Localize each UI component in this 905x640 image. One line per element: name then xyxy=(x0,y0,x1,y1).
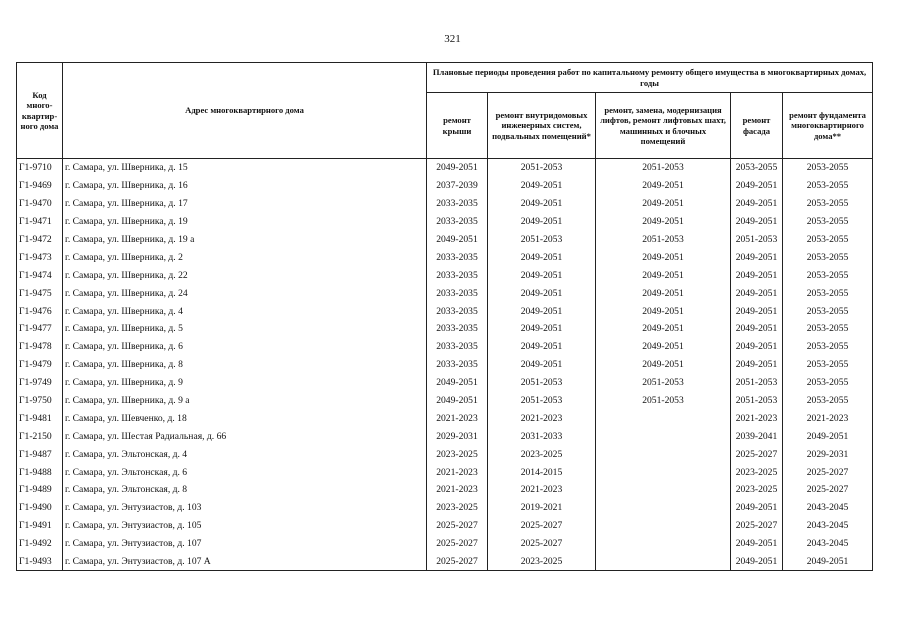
cell-roof: 2033-2035 xyxy=(427,266,488,284)
cell-roof: 2033-2035 xyxy=(427,248,488,266)
cell-foundation: 2043-2045 xyxy=(783,535,873,553)
cell-roof: 2025-2027 xyxy=(427,535,488,553)
cell-facade: 2049-2051 xyxy=(731,248,783,266)
cell-roof: 2021-2023 xyxy=(427,409,488,427)
cell-engineering: 2023-2025 xyxy=(488,445,596,463)
cell-code: Г1-9492 xyxy=(17,535,63,553)
cell-engineering: 2049-2051 xyxy=(488,213,596,231)
cell-facade: 2025-2027 xyxy=(731,517,783,535)
cell-address: г. Самара, ул. Шверника, д. 24 xyxy=(63,284,427,302)
table-row xyxy=(17,463,873,481)
table-row xyxy=(17,535,873,553)
cell-foundation: 2021-2023 xyxy=(783,409,873,427)
cell-roof: 2029-2031 xyxy=(427,427,488,445)
cell-facade: 2049-2051 xyxy=(731,553,783,571)
cell-roof: 2049-2051 xyxy=(427,392,488,410)
cell-foundation: 2053-2055 xyxy=(783,284,873,302)
header-facade: ремонт фасада xyxy=(731,93,783,159)
cell-roof: 2023-2025 xyxy=(427,499,488,517)
table-row xyxy=(17,266,873,284)
cell-elevators: 2049-2051 xyxy=(596,248,731,266)
cell-code: Г1-9475 xyxy=(17,284,63,302)
cell-address: г. Самара, ул. Шверника, д. 16 xyxy=(63,177,427,195)
cell-roof: 2025-2027 xyxy=(427,553,488,571)
cell-facade: 2051-2053 xyxy=(731,374,783,392)
cell-address: г. Самара, ул. Энтузиастов, д. 105 xyxy=(63,517,427,535)
cell-foundation: 2025-2027 xyxy=(783,481,873,499)
cell-elevators: 2049-2051 xyxy=(596,195,731,213)
cell-facade: 2049-2051 xyxy=(731,356,783,374)
cell-engineering: 2049-2051 xyxy=(488,248,596,266)
cell-elevators xyxy=(596,409,731,427)
cell-roof: 2033-2035 xyxy=(427,284,488,302)
cell-roof: 2033-2035 xyxy=(427,320,488,338)
cell-code: Г1-9479 xyxy=(17,356,63,374)
cell-address: г. Самара, ул. Эльтонская, д. 8 xyxy=(63,481,427,499)
header-elevators: ремонт, замена, модернизация лифтов, ремонт лифтовых шахт, машинных и блочных помещений xyxy=(596,93,731,159)
cell-elevators: 2049-2051 xyxy=(596,302,731,320)
header-periods-group: Плановые периоды проведения работ по капитальному ремонту общего имущества в многоквартирных домах, годы xyxy=(427,63,873,93)
cell-roof: 2037-2039 xyxy=(427,177,488,195)
cell-elevators: 2049-2051 xyxy=(596,320,731,338)
cell-foundation: 2043-2045 xyxy=(783,517,873,535)
cell-facade: 2049-2051 xyxy=(731,338,783,356)
cell-elevators: 2051-2053 xyxy=(596,231,731,249)
cell-engineering: 2031-2033 xyxy=(488,427,596,445)
cell-elevators: 2049-2051 xyxy=(596,284,731,302)
cell-code: Г1-2150 xyxy=(17,427,63,445)
cell-address: г. Самара, ул. Шверника, д. 22 xyxy=(63,266,427,284)
cell-foundation: 2053-2055 xyxy=(783,248,873,266)
cell-elevators: 2051-2053 xyxy=(596,392,731,410)
cell-roof: 2023-2025 xyxy=(427,445,488,463)
cell-foundation: 2029-2031 xyxy=(783,445,873,463)
cell-foundation: 2053-2055 xyxy=(783,231,873,249)
cell-code: Г1-9491 xyxy=(17,517,63,535)
cell-roof: 2033-2035 xyxy=(427,213,488,231)
cell-foundation: 2053-2055 xyxy=(783,266,873,284)
cell-engineering: 2049-2051 xyxy=(488,266,596,284)
cell-foundation: 2053-2055 xyxy=(783,302,873,320)
cell-roof: 2033-2035 xyxy=(427,356,488,374)
cell-foundation: 2053-2055 xyxy=(783,195,873,213)
table-row xyxy=(17,409,873,427)
cell-address: г. Самара, ул. Шверника, д. 19 xyxy=(63,213,427,231)
cell-address: г. Самара, ул. Шверника, д. 6 xyxy=(63,338,427,356)
cell-elevators: 2049-2051 xyxy=(596,338,731,356)
header-code: Код много-квартир-ного дома xyxy=(17,63,63,159)
cell-elevators xyxy=(596,481,731,499)
cell-engineering: 2021-2023 xyxy=(488,409,596,427)
cell-address: г. Самара, ул. Шверника, д. 19 а xyxy=(63,231,427,249)
cell-address: г. Самара, ул. Энтузиастов, д. 107 xyxy=(63,535,427,553)
header-foundation: ремонт фундамента многоквартирного дома** xyxy=(783,93,873,159)
cell-engineering: 2049-2051 xyxy=(488,195,596,213)
table-row xyxy=(17,427,873,445)
cell-code: Г1-9490 xyxy=(17,499,63,517)
table-row xyxy=(17,374,873,392)
cell-foundation: 2053-2055 xyxy=(783,356,873,374)
table-row xyxy=(17,195,873,213)
cell-facade: 2039-2041 xyxy=(731,427,783,445)
cell-facade: 2049-2051 xyxy=(731,535,783,553)
header-roof: ремонт крыши xyxy=(427,93,488,159)
cell-facade: 2051-2053 xyxy=(731,392,783,410)
cell-elevators xyxy=(596,553,731,571)
cell-engineering: 2049-2051 xyxy=(488,302,596,320)
table-row xyxy=(17,177,873,195)
cell-engineering: 2014-2015 xyxy=(488,463,596,481)
cell-roof: 2021-2023 xyxy=(427,463,488,481)
cell-code: Г1-9476 xyxy=(17,302,63,320)
cell-facade: 2023-2025 xyxy=(731,481,783,499)
cell-engineering: 2049-2051 xyxy=(488,177,596,195)
cell-code: Г1-9470 xyxy=(17,195,63,213)
cell-elevators: 2051-2053 xyxy=(596,159,731,177)
cell-engineering: 2049-2051 xyxy=(488,338,596,356)
cell-code: Г1-9477 xyxy=(17,320,63,338)
cell-foundation: 2025-2027 xyxy=(783,463,873,481)
cell-facade: 2049-2051 xyxy=(731,284,783,302)
cell-foundation: 2049-2051 xyxy=(783,553,873,571)
cell-address: г. Самара, ул. Энтузиастов, д. 107 А xyxy=(63,553,427,571)
cell-code: Г1-9487 xyxy=(17,445,63,463)
cell-code: Г1-9471 xyxy=(17,213,63,231)
table-row xyxy=(17,302,873,320)
cell-engineering: 2051-2053 xyxy=(488,374,596,392)
cell-facade: 2023-2025 xyxy=(731,463,783,481)
table-row xyxy=(17,248,873,266)
cell-code: Г1-9481 xyxy=(17,409,63,427)
cell-facade: 2049-2051 xyxy=(731,177,783,195)
cell-address: г. Самара, ул. Эльтонская, д. 6 xyxy=(63,463,427,481)
cell-roof: 2033-2035 xyxy=(427,338,488,356)
cell-code: Г1-9469 xyxy=(17,177,63,195)
cell-engineering: 2049-2051 xyxy=(488,284,596,302)
cell-engineering: 2025-2027 xyxy=(488,517,596,535)
cell-code: Г1-9473 xyxy=(17,248,63,266)
cell-engineering: 2049-2051 xyxy=(488,356,596,374)
cell-address: г. Самара, ул. Шверника, д. 5 xyxy=(63,320,427,338)
cell-roof: 2049-2051 xyxy=(427,159,488,177)
cell-elevators: 2049-2051 xyxy=(596,177,731,195)
cell-elevators: 2049-2051 xyxy=(596,213,731,231)
cell-elevators xyxy=(596,499,731,517)
table-row xyxy=(17,159,873,177)
cell-facade: 2049-2051 xyxy=(731,320,783,338)
cell-facade: 2049-2051 xyxy=(731,266,783,284)
header-address: Адрес многоквартирного дома xyxy=(63,63,427,159)
cell-roof: 2033-2035 xyxy=(427,302,488,320)
cell-facade: 2025-2027 xyxy=(731,445,783,463)
cell-code: Г1-9749 xyxy=(17,374,63,392)
cell-code: Г1-9493 xyxy=(17,553,63,571)
cell-engineering: 2049-2051 xyxy=(488,320,596,338)
cell-engineering: 2051-2053 xyxy=(488,159,596,177)
cell-address: г. Самара, ул. Шестая Радиальная, д. 66 xyxy=(63,427,427,445)
cell-address: г. Самара, ул. Шверника, д. 2 xyxy=(63,248,427,266)
cell-code: Г1-9488 xyxy=(17,463,63,481)
table-row xyxy=(17,231,873,249)
cell-foundation: 2043-2045 xyxy=(783,499,873,517)
table-row xyxy=(17,481,873,499)
cell-facade: 2049-2051 xyxy=(731,499,783,517)
cell-address: г. Самара, ул. Шверника, д. 9 xyxy=(63,374,427,392)
cell-elevators xyxy=(596,427,731,445)
header-engineering: ремонт внутридомовых инженерных систем, подвальных помещений* xyxy=(488,93,596,159)
cell-elevators: 2049-2051 xyxy=(596,356,731,374)
cell-code: Г1-9750 xyxy=(17,392,63,410)
cell-facade: 2051-2053 xyxy=(731,231,783,249)
cell-roof: 2049-2051 xyxy=(427,231,488,249)
cell-elevators xyxy=(596,535,731,553)
cell-engineering: 2051-2053 xyxy=(488,392,596,410)
cell-facade: 2021-2023 xyxy=(731,409,783,427)
cell-foundation: 2053-2055 xyxy=(783,159,873,177)
cell-foundation: 2053-2055 xyxy=(783,213,873,231)
table-row xyxy=(17,338,873,356)
cell-foundation: 2053-2055 xyxy=(783,392,873,410)
cell-foundation: 2053-2055 xyxy=(783,374,873,392)
cell-address: г. Самара, ул. Шверника, д. 9 а xyxy=(63,392,427,410)
cell-elevators xyxy=(596,445,731,463)
cell-address: г. Самара, ул. Шверника, д. 4 xyxy=(63,302,427,320)
cell-code: Г1-9710 xyxy=(17,159,63,177)
cell-foundation: 2053-2055 xyxy=(783,177,873,195)
table-row xyxy=(17,356,873,374)
cell-code: Г1-9478 xyxy=(17,338,63,356)
table-row xyxy=(17,517,873,535)
cell-address: г. Самара, ул. Шверника, д. 17 xyxy=(63,195,427,213)
table-row xyxy=(17,320,873,338)
cell-engineering: 2025-2027 xyxy=(488,535,596,553)
cell-address: г. Самара, ул. Эльтонская, д. 4 xyxy=(63,445,427,463)
cell-engineering: 2023-2025 xyxy=(488,553,596,571)
cell-engineering: 2019-2021 xyxy=(488,499,596,517)
cell-facade: 2053-2055 xyxy=(731,159,783,177)
cell-elevators xyxy=(596,463,731,481)
table-row xyxy=(17,213,873,231)
cell-code: Г1-9472 xyxy=(17,231,63,249)
cell-foundation: 2053-2055 xyxy=(783,320,873,338)
cell-elevators xyxy=(596,517,731,535)
cell-elevators: 2051-2053 xyxy=(596,374,731,392)
cell-address: г. Самара, ул. Энтузиастов, д. 103 xyxy=(63,499,427,517)
cell-facade: 2049-2051 xyxy=(731,195,783,213)
table-row xyxy=(17,499,873,517)
cell-roof: 2049-2051 xyxy=(427,374,488,392)
cell-elevators: 2049-2051 xyxy=(596,266,731,284)
page-number: 321 xyxy=(444,33,461,45)
cell-address: г. Самара, ул. Шверника, д. 8 xyxy=(63,356,427,374)
table-row xyxy=(17,445,873,463)
table-row xyxy=(17,392,873,410)
capital-repair-plan-table xyxy=(16,62,873,571)
cell-roof: 2025-2027 xyxy=(427,517,488,535)
cell-engineering: 2051-2053 xyxy=(488,231,596,249)
cell-foundation: 2049-2051 xyxy=(783,427,873,445)
cell-roof: 2021-2023 xyxy=(427,481,488,499)
cell-facade: 2049-2051 xyxy=(731,213,783,231)
cell-roof: 2033-2035 xyxy=(427,195,488,213)
cell-address: г. Самара, ул. Шверника, д. 15 xyxy=(63,159,427,177)
cell-facade: 2049-2051 xyxy=(731,302,783,320)
table-row xyxy=(17,553,873,571)
cell-foundation: 2053-2055 xyxy=(783,338,873,356)
cell-code: Г1-9474 xyxy=(17,266,63,284)
cell-code: Г1-9489 xyxy=(17,481,63,499)
cell-engineering: 2021-2023 xyxy=(488,481,596,499)
table-row xyxy=(17,284,873,302)
cell-address: г. Самара, ул. Шевченко, д. 18 xyxy=(63,409,427,427)
